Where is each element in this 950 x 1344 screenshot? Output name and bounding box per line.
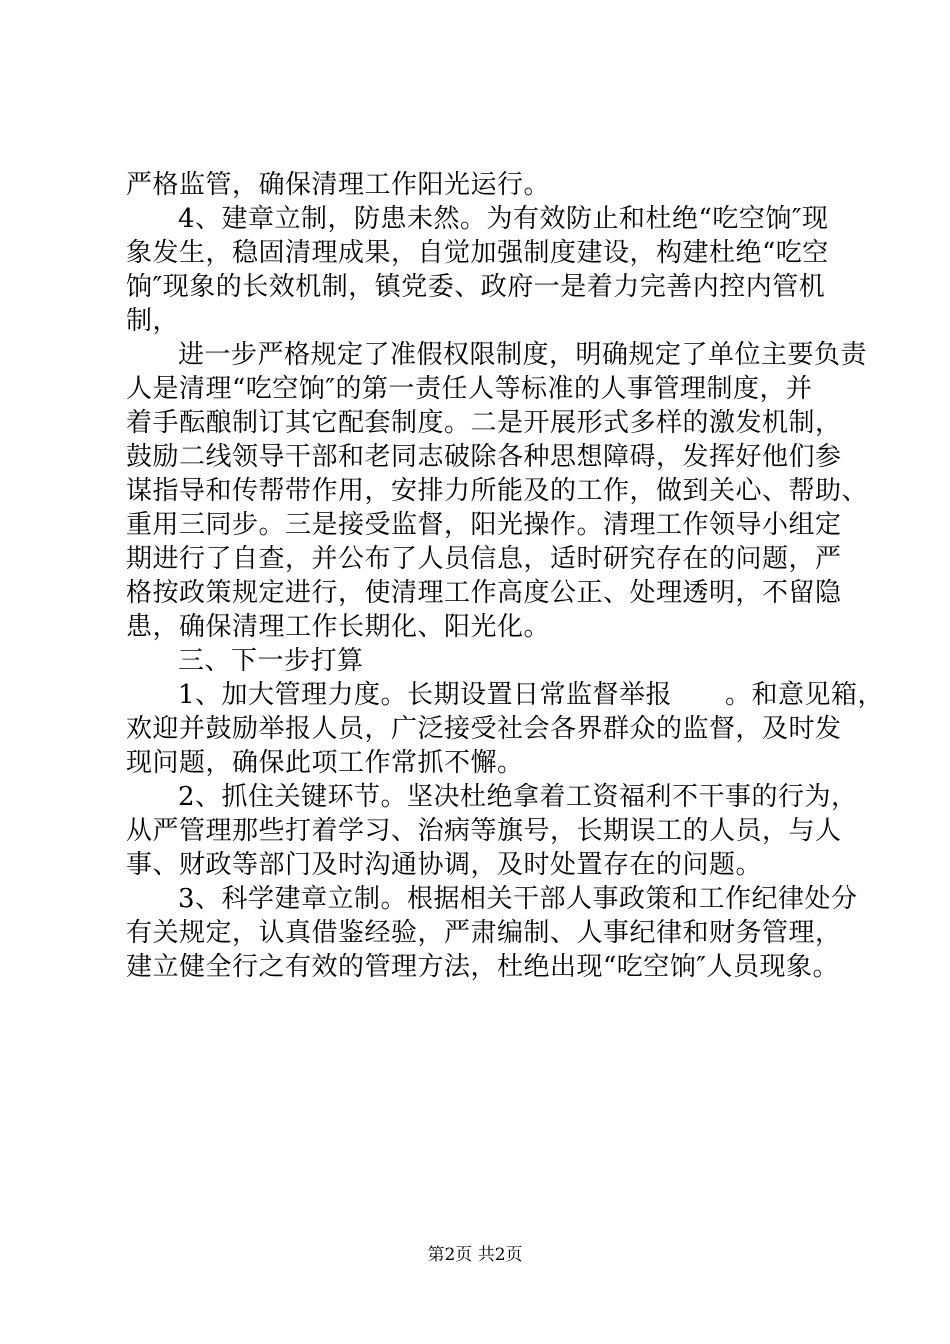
text-line: 期进行了自查，并公布了人员信息，适时研究存在的问题，严 — [126, 544, 842, 574]
text-line: 有关规定，认真借鉴经验，严肃编制、人事纪律和财务管理， — [126, 918, 842, 948]
page-number: 第2页 共2页 — [427, 1245, 523, 1265]
text-line: 事、财政等部门及时沟通协调，及时处置存在的问题。 — [126, 850, 763, 880]
text-line: 建立健全行之有效的管理方法，杜绝出现“吃空饷″人员现象。 — [126, 952, 840, 982]
text-line: 人是清理“吃空饷″的第一责任人等标准的人事管理制度，并 — [126, 374, 813, 404]
text-line: 制， — [126, 306, 180, 336]
text-line: 象发生，稳固清理成果，自觉加强制度建设，构建杜绝“吃空 — [126, 238, 829, 268]
text-line: 鼓励二线领导干部和老同志破除各种思想障碍，发挥好他们参 — [126, 442, 842, 472]
text-line: 严格监管，确保清理工作阳光运行。 — [126, 170, 551, 200]
text-line: 1、加大管理力度。长期设置日常监督举报 。和意见箱， — [178, 680, 885, 710]
text-line: 饷″现象的长效机制，镇党委、政府一是着力完善内控内管机 — [126, 272, 826, 302]
section-heading: 三、下一步打算 — [178, 646, 364, 676]
text-line: 患，确保清理工作长期化、阳光化。 — [126, 612, 551, 642]
text-line: 着手酝酿制订其它配套制度。二是开展形式多样的激发机制， — [126, 408, 842, 438]
text-line: 格按政策规定进行，使清理工作高度公正、处理透明，不留隐 — [126, 578, 842, 608]
text-line: 2、抓住关键环节。坚决杜绝拿着工资福利不干事的行为， — [178, 782, 858, 812]
text-line: 重用三同步。三是接受监督，阳光操作。清理工作领导小组定 — [126, 510, 842, 540]
page-footer — [0, 1243, 950, 1267]
document-body — [126, 168, 885, 984]
text-line: 3、科学建章立制。根据相关干部人事政策和工作纪律处分 — [178, 884, 858, 914]
text-line: 欢迎并鼓励举报人员，广泛接受社会各界群众的监督，及时发 — [126, 714, 842, 744]
text-line: 现问题，确保此项工作常抓不懈。 — [126, 748, 524, 778]
text-line: 进一步严格规定了准假权限制度，明确规定了单位主要负责 — [178, 340, 868, 370]
text-line: 谋指导和传帮带作用，安排力所能及的工作，做到关心、帮助、 — [126, 476, 869, 506]
text-line: 4、建章立制，防患未然。为有效防止和杜绝“吃空饷″现 — [178, 204, 829, 234]
text-line: 从严管理那些打着学习、治病等旗号，长期误工的人员，与人 — [126, 816, 842, 846]
